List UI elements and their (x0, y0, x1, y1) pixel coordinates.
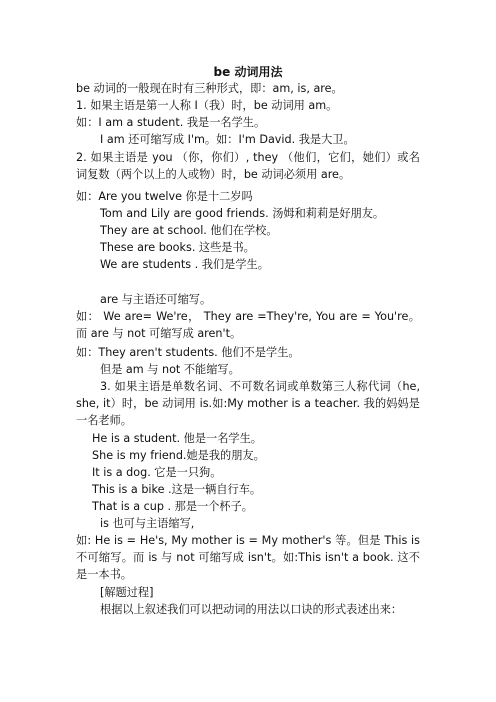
intro-line: be 动词的一般现在时有三种形式，即：am, is, are。 (76, 82, 343, 95)
rule1-example: 如：I am a student. 我是一名学生。 (76, 116, 266, 129)
rule3-example-1: He is a student. 他是一名学生。 (92, 432, 262, 445)
rule2-example-3: They are at school. 他们在学校。 (100, 224, 278, 237)
is-contraction-examples: 如: He is = He's, My mother is = My mother's 等。但是 This is 不可缩写。而 is 与 not 可缩写成 isn't。如:This isn't a book. 这不是一本书。 (76, 534, 420, 582)
rule1-line: 1. 如果主语是第一人称 I（我）时，be 动词用 am。 (76, 99, 338, 112)
rule3-example-2: She is my friend.她是我的朋友。 (92, 449, 265, 462)
rule2-example-5: We are students . 我们是学生。 (100, 258, 269, 271)
rule3-example-3: It is a dog. 它是一只狗。 (92, 466, 222, 479)
rule1-contraction: I am 还可缩写成 I'm。如：I'm David. 我是大卫。 (100, 133, 355, 146)
rule3-example-4: This is a bike .这是一辆自行车。 (92, 483, 262, 496)
document-title: be 动词用法 (213, 65, 283, 79)
solution-text: 根据以上叙述我们可以把动词的用法以口诀的形式表述出来： (100, 603, 403, 616)
arent-example: 如：They aren't students. 他们不是学生。 (76, 346, 300, 359)
rule3-paragraph: 3. 如果主语是单数名词、不可数名词或单数第三人称代词（he, she, it）时，be 动词用 is.如:My mother is a teacher. 我的妈妈是一名老师。 (76, 380, 420, 428)
rule2-example-2: Tom and Lily are good friends. 汤姆和莉莉是好朋友。 (100, 207, 385, 220)
are-contraction-examples: 如： We are= We're， They are =They're, You are = You're。而 are 与 not 可缩写成 aren't。 (76, 310, 420, 341)
rule2-example-1: 如：Are you twelve 你是十二岁吗 (76, 190, 253, 203)
are-contraction-line: are 与主语还可缩写。 (100, 293, 212, 306)
am-not-note: 但是 am 与 not 不能缩写。 (100, 363, 240, 376)
solution-label: [解题过程] (100, 586, 154, 599)
rule3-example-5: That is a cup . 那是一个杯子。 (92, 500, 253, 513)
is-contraction-line: is 也可与主语缩写, (100, 517, 195, 530)
rule2-paragraph: 2. 如果主语是 you （你，你们）, they （他们，它们，她们）或名词复数（两个以上的人或物）时，be 动词必须用 are。 (76, 151, 420, 182)
rule2-example-4: These are books. 这些是书。 (100, 241, 255, 254)
